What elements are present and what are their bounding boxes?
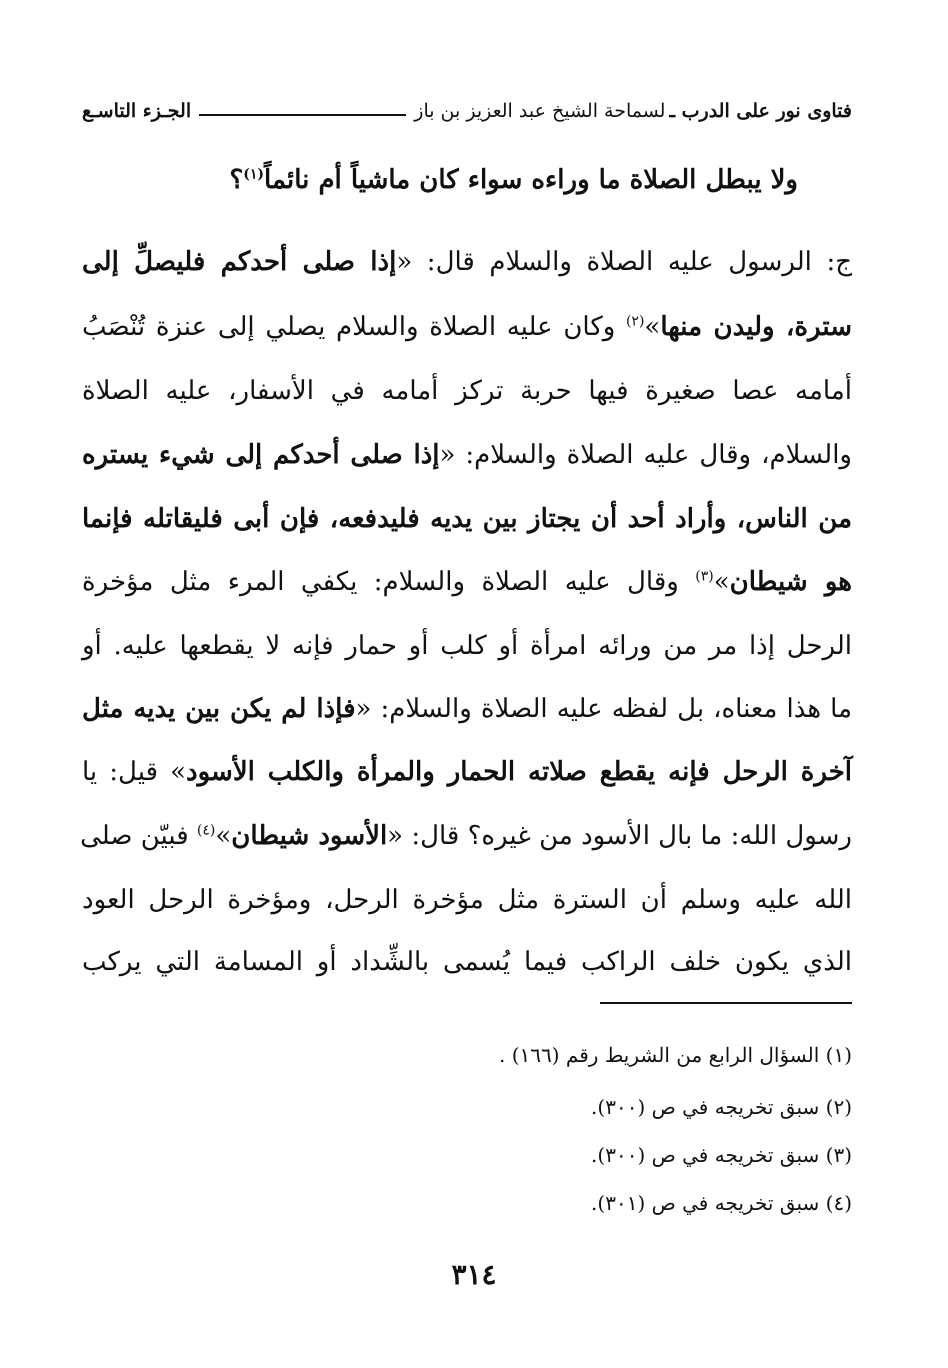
footnote-ref-3: (٣) — [695, 568, 714, 585]
question-heading — [78, 160, 798, 200]
footnote-4: (٤) سبق تخريجه في ص (٣٠١). — [591, 1191, 852, 1215]
body-line-9 — [82, 752, 852, 792]
footnote-3: (٣) سبق تخريجه في ص (٣٠٠). — [591, 1143, 852, 1167]
footnote-separator — [600, 1002, 852, 1004]
text-run: » قيل: يا — [82, 757, 187, 787]
footnote-ref-2: (٢) — [625, 313, 645, 330]
text-run: وقال عليه الصلاة والسلام: يكفي المرء مثل مؤخرة — [82, 567, 696, 597]
body-line-8 — [82, 689, 852, 729]
text-run: الذي يكون خلف الراكب فيما يُسمى بالشِّداد أو المسامة التي يركب — [82, 947, 852, 977]
text-run: الله عليه وسلم أن السترة مثل مؤخرة الرحل، ومؤخرة الرحل العود — [82, 885, 852, 915]
footnote-ref-4: (٤) — [196, 822, 216, 839]
body-line-2 — [82, 307, 852, 347]
text-run: الرحل إذا مر من ورائه امرأة أو كلب أو حمار فإنه لا يقطعها عليه. أو — [82, 631, 852, 661]
volume-part: الجـزء التاسـع — [82, 100, 192, 122]
text-run: أمامه عصا صغيرة فيها حربة تركز أمامه في الأسفار، عليه الصلاة — [82, 376, 852, 406]
text-run: والسلام، وقال عليه الصلاة والسلام: « — [439, 440, 852, 470]
body-line-10 — [82, 816, 852, 856]
hadith-quote: سترة، وليدن منها — [660, 312, 852, 342]
quote-mark: » — [713, 567, 730, 597]
body-line-11 — [82, 880, 852, 920]
body-line-1 — [82, 242, 852, 282]
question-text: ولا يبطل الصلاة ما وراءه سواء كان ماشياً أم نائماً — [264, 165, 798, 195]
page-number: ٣١٤ — [451, 1258, 497, 1291]
footnote-2: (٢) سبق تخريجه في ص (٣٠٠). — [591, 1095, 852, 1119]
body-line-4 — [82, 435, 852, 475]
body-line-7 — [82, 626, 852, 666]
hadith-quote: هو شيطان — [729, 567, 852, 597]
hadith-quote: آخرة الرحل فإنه يقطع صلاته الحمار والمرأة والكلب الأسود — [186, 757, 853, 787]
hadith-quote: الأسود شيطان — [231, 821, 388, 851]
body-line-3 — [82, 371, 852, 411]
hadith-quote: فإذا لم يكن بين يديه مثل — [82, 694, 356, 724]
running-header — [82, 94, 852, 128]
header-rule — [199, 114, 406, 116]
body-line-12 — [82, 942, 852, 982]
text-run: رسول الله: ما بال الأسود من غيره؟ قال: « — [387, 821, 852, 851]
quote-mark: » — [644, 312, 661, 342]
body-line-5 — [82, 499, 852, 539]
footnote-ref-1: (١) — [243, 166, 265, 183]
text-run: وكان عليه الصلاة والسلام يصلي إلى عنزة تُنْصَبُ — [82, 312, 626, 342]
body-line-6 — [82, 562, 852, 602]
text-run: ما هذا معناه، بل لفظه عليه الصلاة والسلام: « — [355, 694, 852, 724]
hadith-quote: من الناس، وأراد أحد أن يجتاز بين يديه فليدفعه، فإن أبى فليقاتله فإنما — [82, 504, 852, 534]
hadith-quote: إذا صلى أحدكم فليصلِّ إلى — [82, 247, 397, 277]
footnote-1: (١) السؤال الرابع من الشريط رقم (١٦٦) . — [499, 1043, 852, 1067]
hadith-quote: إذا صلى أحدكم إلى شيء يستره — [82, 440, 440, 470]
book-title: فتاوى نور على الدرب ـ — [669, 100, 852, 122]
text-run: ج: الرسول عليه الصلاة والسلام قال: « — [396, 247, 852, 277]
author-name: لسماحة الشيخ عبد العزيز بن باز — [414, 100, 666, 122]
quote-mark: » — [215, 821, 232, 851]
question-mark: ؟ — [229, 165, 244, 195]
text-run: فبيّن صلى — [80, 821, 197, 851]
